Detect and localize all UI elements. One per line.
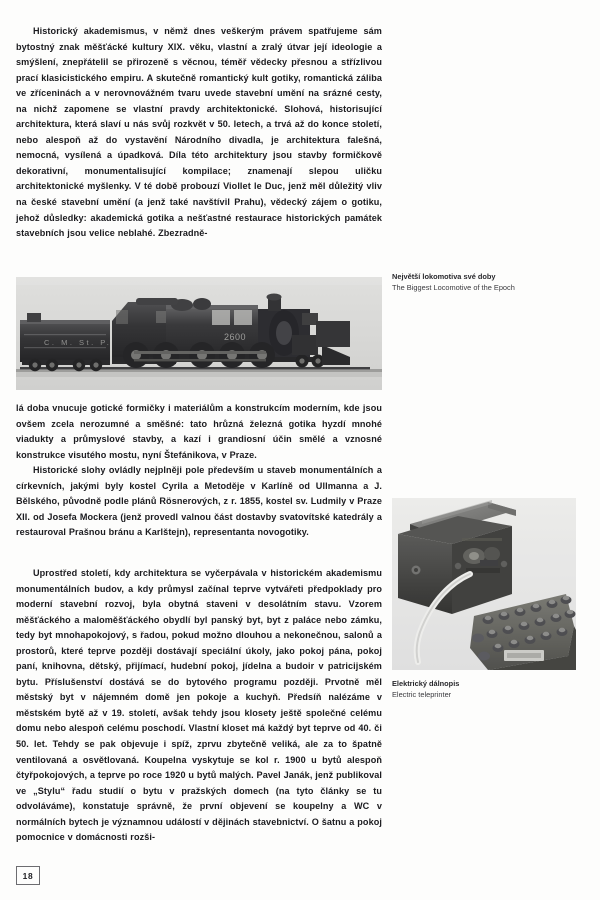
paragraph: Historický akademismus, v němž dnes veškerým právem spatřujeme sám bytostný znak měšťácké kultury XIX. věku, vlastní a zralý útvar její ideologie a smýšlení, znepřátelil se přirozeně s věcnou, téměř vědecky přesnou a střízlivou prací klasicistického empiru. A skutečně romantický kult gotiky, romantická záliba ve zříceninách a v nerovnovážném tvaru uvede stavební umění na srázné cesty, na nichž zapomene se vlastní pravdy architektonické. Slohová, historisující architektura, která slaví u nás svůj rozkvět v 50. letech, a trvá až do konce století, nebo alespoň až do vystavění Národního divadla, je architektura falešná, nemocná, vysílená a úpadková. Díla této architektury jsou stavby formičkově dekorativní, monumentalisující kompilace; znamenají slepou uličku architektonické myšlenky. V té době probouzí Viollet le Duc, jenž měl důležitý vliv na české stavební umění (a jenž také navštívil Prahu), vědecký zájem o gotiku, jehož důsledky: akademická gotika a nešťastné restaurace historických památek stavebních jsou velice neblahé. Zbezradně-	[16, 26, 382, 239]
svg-text:C. M. St. P.: C. M. St. P.	[44, 338, 112, 347]
paragraph: Uprostřed století, kdy architektura se vyčerpávala v historickém akademismu monumentálních budov, a kdy průmysl začínal teprve vytvářeti předpoklady pro moderní stavební rozvoj, byla obytná staveni v desolátním stavu. Vzorem měšťáckého a maloměšťáckého obydlí byl panský byt, byt z paláce nebo zámku, tedy byt mnohapokojový, s řadou, pokud možno dlouhou a nekonečnou, salonů a prostorů, které teprve později dostávají speciální úkoly, jako pokoj pána, pokoj paní, knihovna, dětský, přijímací, hudební pokoj, jídelna a budoir v patricijském bytu. Příslušenství dostává se do bytového programu později. Prvotně měl městský byt v nájemném domě jen pokoje a kuchyň. Předsíň nalézáme v městském bytě až v 19. století, avšak tehdy jsou klosety ještě společné celému domu nebo alespoň celému poschodí. Vlastní kloset má každý byt teprve od 40. či 50. let. Tehdy se pak objevuje i spíž, zprvu zbytečně veliká, ale za to špatně ventilovaná a osvětlovaná. Koupelna vyskytuje se kol r. 1900 u bytů alespoň čtyřpokojových, a teprve po roce 1920 u bytů malých. Pavel Janák, jenž publikoval ve „Stylu“ řadu studií o bytu v pražských domech (na tyto články se tu odvoláváme), konstatuje správně, že první objevení se koupelny a WC v normálních bytech je významnou událostí v dějinách stavebnictví. O šatnu a pokoj pomocnice v domácnosti rozši-	[16, 568, 382, 843]
page-number: 18	[16, 866, 40, 885]
text-block-housing	[16, 566, 382, 846]
caption-english: Electric teleprinter	[392, 689, 452, 699]
caption-czech: Největší lokomotiva své doby	[392, 272, 496, 281]
text-block-top	[16, 24, 382, 242]
paragraph: lá doba vnucuje gotické formičky i materiálům a konstrukcím moderním, kde jsou ovšem zcela nerozumné a směšné: tato hrůzná železná gotika hyzdí mnohé viadukty a průmyslové stavby, a kazí i grandiosní účin smělé a vznosné konstrukce visutého mostu, nyní Štefánikova, v Praze.	[16, 403, 382, 460]
locomotive-photo	[16, 277, 382, 390]
text-block-historical-styles	[16, 463, 382, 541]
locomotive-illustration	[16, 277, 382, 390]
paragraph: Historické slohy ovládly nejplněji pole především u staveb monumentálních a církevních, jakými byly kostel Cyrila a Metoděje v Karlíně od Ullmanna a J. Bělského, původně podle plánů Rösnerových, z r. 1855, kostel sv. Ludmily v Praze XII. od Josefa Mockera (jenž provedl valnou část dostavby svatovítské katedrály a restauroval Prašnou bránu a Karlštejn), representanta novogotiky.	[16, 465, 382, 538]
teleprinter-illustration	[392, 498, 576, 670]
caption-czech: Elektrický dálnopis	[392, 679, 460, 688]
svg-text:2600: 2600	[224, 332, 247, 342]
teleprinter-photo	[392, 498, 576, 670]
locomotive-caption	[392, 272, 542, 293]
caption-english: The Biggest Locomotive of the Epoch	[392, 282, 515, 292]
text-block-after-locomotive	[16, 401, 382, 463]
teleprinter-caption	[392, 679, 542, 700]
